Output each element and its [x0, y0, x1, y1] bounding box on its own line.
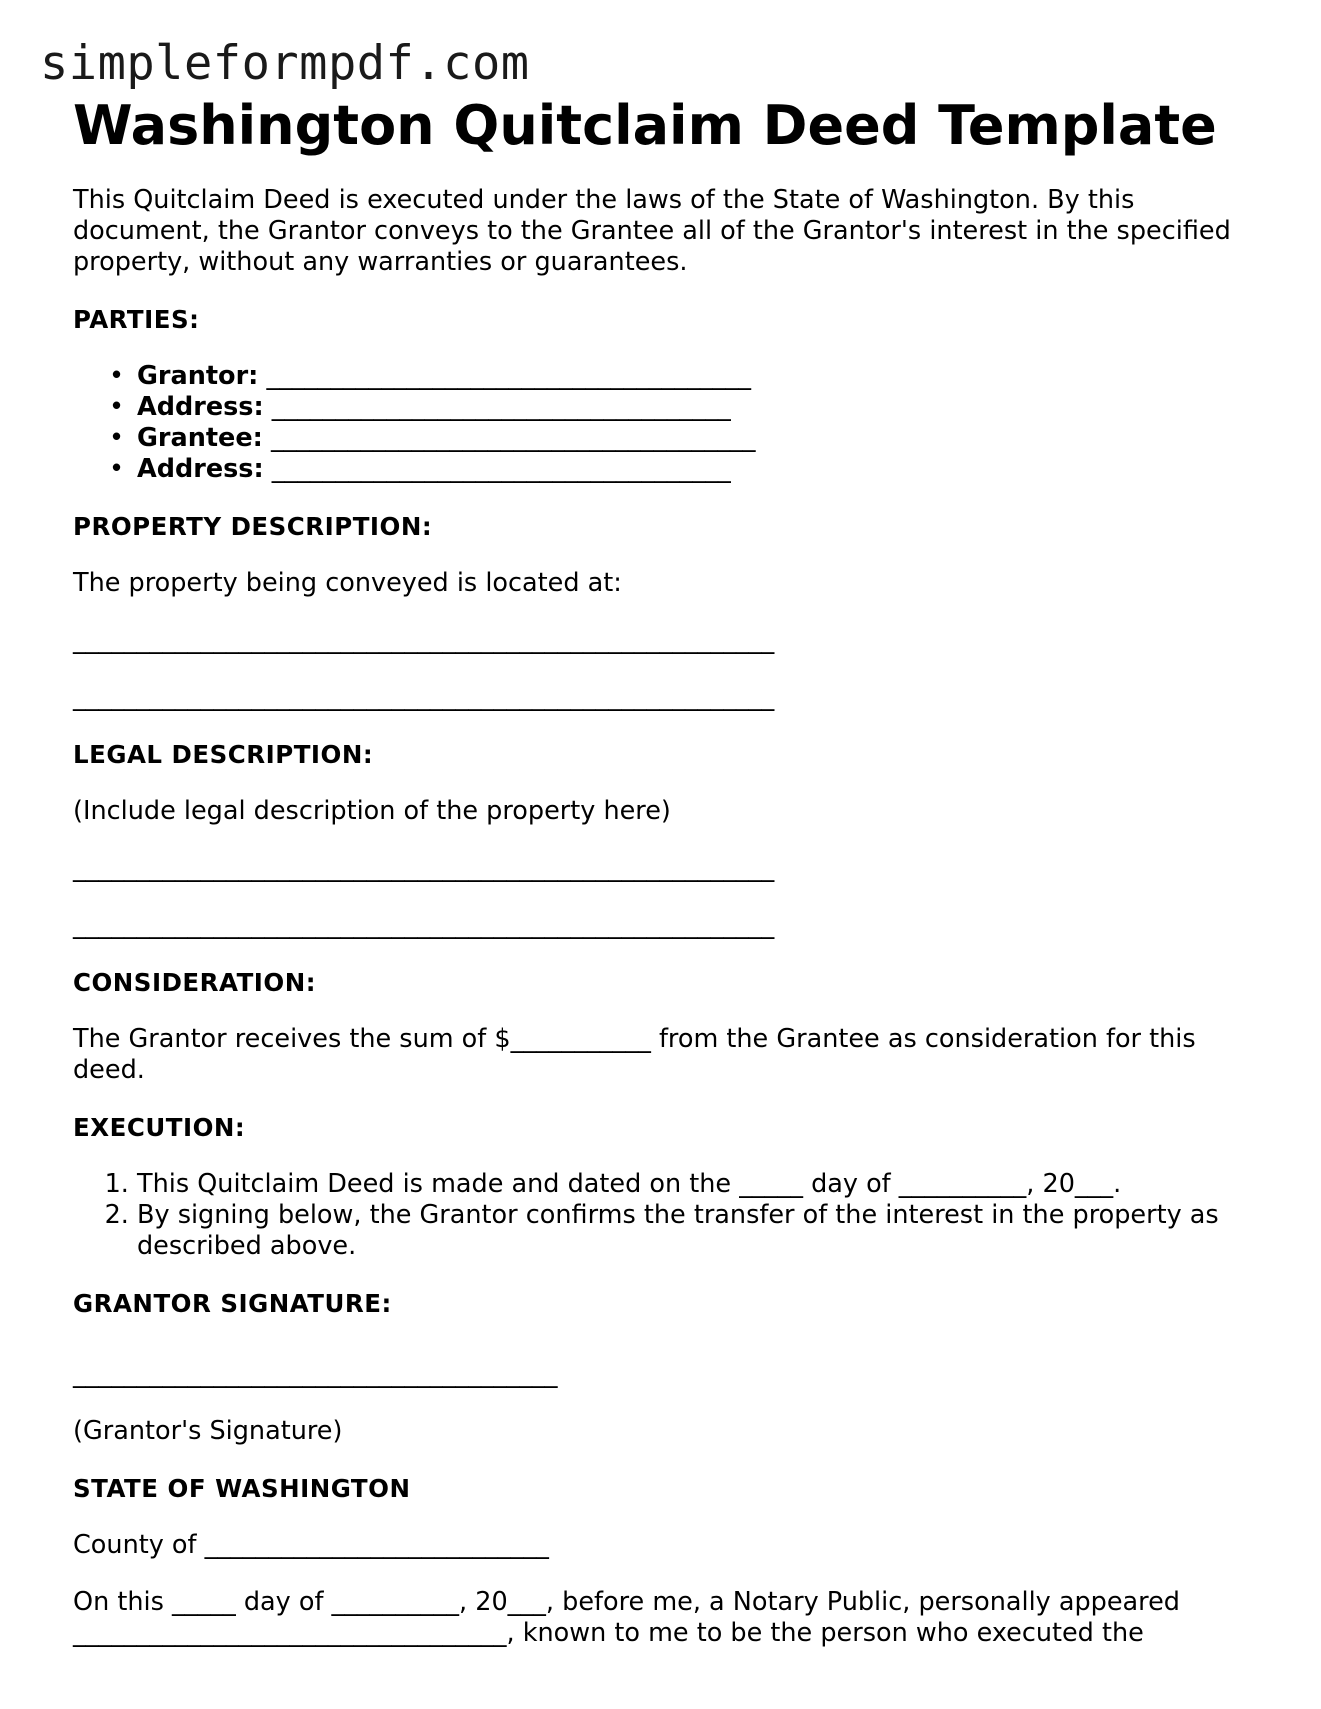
grantor-signature-line[interactable]: ______________________________________: [73, 1359, 558, 1389]
execution-item-confirmation: 2. By signing below, the Grantor confirms the transfer of the interest in the property as described above.: [137, 1200, 1273, 1262]
party-label: Grantee:: [137, 423, 263, 453]
notary-acknowledgment-text: On this _____ day of __________, 20___, before me, a Notary Public, personally appeared __________________________________, known to me to be the person who executed the: [73, 1587, 1180, 1648]
parties-list: [73, 361, 1273, 485]
intro-paragraph: This Quitclaim Deed is executed under the laws of the State of Washington. By this document, the Grantor conveys to the Grantee all of the Grantor's interest in the specified property, without any warranties or guarantees.: [73, 185, 1231, 277]
page-title: Washington Quitclaim Deed Template: [73, 94, 1217, 157]
party-label: Grantor:: [137, 361, 259, 391]
consideration-heading: CONSIDERATION:: [73, 968, 317, 997]
notary-state-heading: STATE OF WASHINGTON: [73, 1474, 411, 1503]
execution-list: [73, 1169, 1273, 1262]
grantor-signature-caption: (Grantor's Signature): [73, 1416, 343, 1446]
grantor-address-blank[interactable]: ____________________________________: [271, 392, 731, 422]
execution-item-date: 1. This Quitclaim Deed is made and dated on the _____ day of __________, 20___.: [137, 1169, 1273, 1200]
document-page: [73, 95, 1273, 1649]
legal-description-line-2[interactable]: _______________________________________________________: [73, 910, 775, 940]
notary-county-line: County of ___________________________: [73, 1530, 549, 1560]
grantee-address-blank[interactable]: ____________________________________: [271, 454, 731, 484]
legal-description-text: (Include legal description of the property here): [73, 796, 671, 826]
party-item-grantee: [137, 423, 1273, 454]
legal-description-heading: LEGAL DESCRIPTION:: [73, 740, 374, 769]
party-label: Address:: [137, 392, 264, 422]
party-item-grantor-address: [137, 392, 1273, 423]
grantee-name-blank[interactable]: ______________________________________: [270, 423, 756, 453]
grantor-name-blank[interactable]: ______________________________________: [266, 361, 751, 391]
execution-heading: EXECUTION:: [73, 1113, 246, 1142]
consideration-text: The Grantor receives the sum of $___________ from the Grantee as consideration for this deed.: [73, 1024, 1196, 1085]
property-location-line-2[interactable]: _______________________________________________________: [73, 682, 775, 712]
property-description-text: The property being conveyed is located at:: [73, 568, 622, 598]
party-item-grantor: [137, 361, 1273, 392]
grantor-signature-heading: GRANTOR SIGNATURE:: [73, 1289, 392, 1318]
party-label: Address:: [137, 454, 264, 484]
legal-description-line-1[interactable]: _______________________________________________________: [73, 853, 775, 883]
property-description-heading: PROPERTY DESCRIPTION:: [73, 512, 433, 541]
watermark-logo-text: simpleformpdf.com: [40, 36, 530, 91]
party-item-grantee-address: [137, 454, 1273, 485]
parties-heading: PARTIES:: [73, 305, 200, 334]
property-location-line-1[interactable]: _______________________________________________________: [73, 625, 775, 655]
